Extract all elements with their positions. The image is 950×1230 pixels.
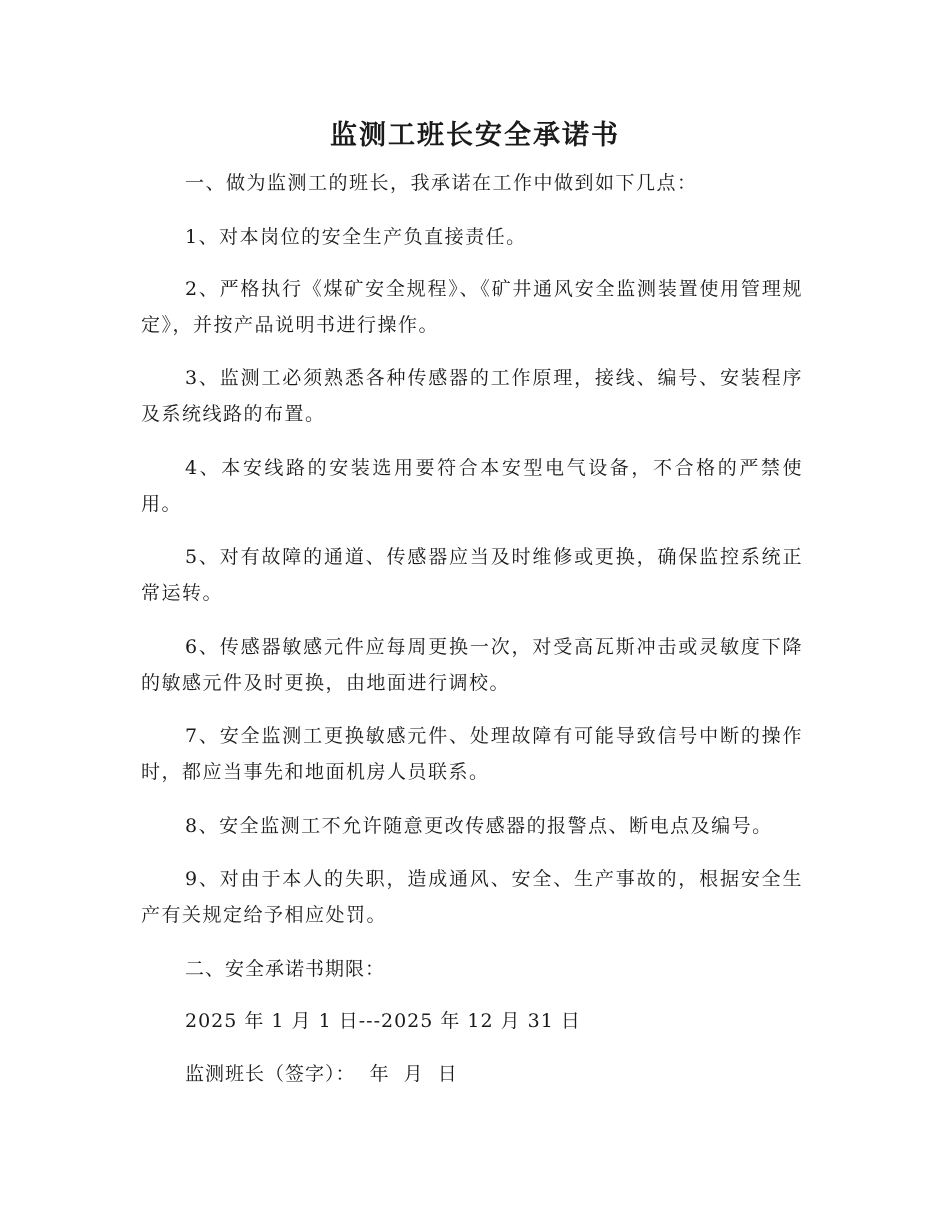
document-title: 监测工班长安全承诺书	[330, 120, 620, 151]
commitment-item-5: 5、对有故障的通道、传感器应当及时维修或更换，确保监控系统正常运转。	[141, 546, 803, 604]
signature-line: 监测班长（签字）： 年 月 日	[185, 1063, 458, 1085]
commitment-item-7: 7、安全监测工更换敏感元件、处理故障有可能导致信号中断的操作时，都应当事先和地面机房人员联系。	[141, 725, 803, 783]
commitment-item-4: 4、本安线路的安装选用要符合本安型电气设备，不合格的严禁使用。	[141, 457, 803, 515]
commitment-item-3: 3、监测工必须熟悉各种传感器的工作原理，接线、编号、安装程序及系统线路的布置。	[141, 367, 803, 425]
commitment-item-8: 8、安全监测工不允许随意更改传感器的报警点、断电点及编号。	[185, 815, 773, 837]
validity-period: 2025 年 1 月 1 日---2025 年 12 月 31 日	[185, 1010, 581, 1032]
commitment-item-9: 9、对由于本人的失职，造成通风、安全、生产事故的，根据安全生产有关规定给予相应处罚。	[141, 868, 803, 926]
commitment-item-2: 2、严格执行《煤矿安全规程》、《矿井通风安全监测装置使用管理规定》，并按产品说明书进行操作。	[141, 278, 803, 336]
commitment-item-6: 6、传感器敏感元件应每周更换一次，对受高瓦斯冲击或灵敏度下降的敏感元件及时更换，由地面进行调校。	[141, 636, 803, 694]
section-1-heading: 一、做为监测工的班长，我承诺在工作中做到如下几点：	[185, 172, 698, 194]
commitment-item-1: 1、对本岗位的安全生产负直接责任。	[185, 226, 527, 248]
section-2-heading: 二、安全承诺书期限：	[185, 958, 386, 980]
